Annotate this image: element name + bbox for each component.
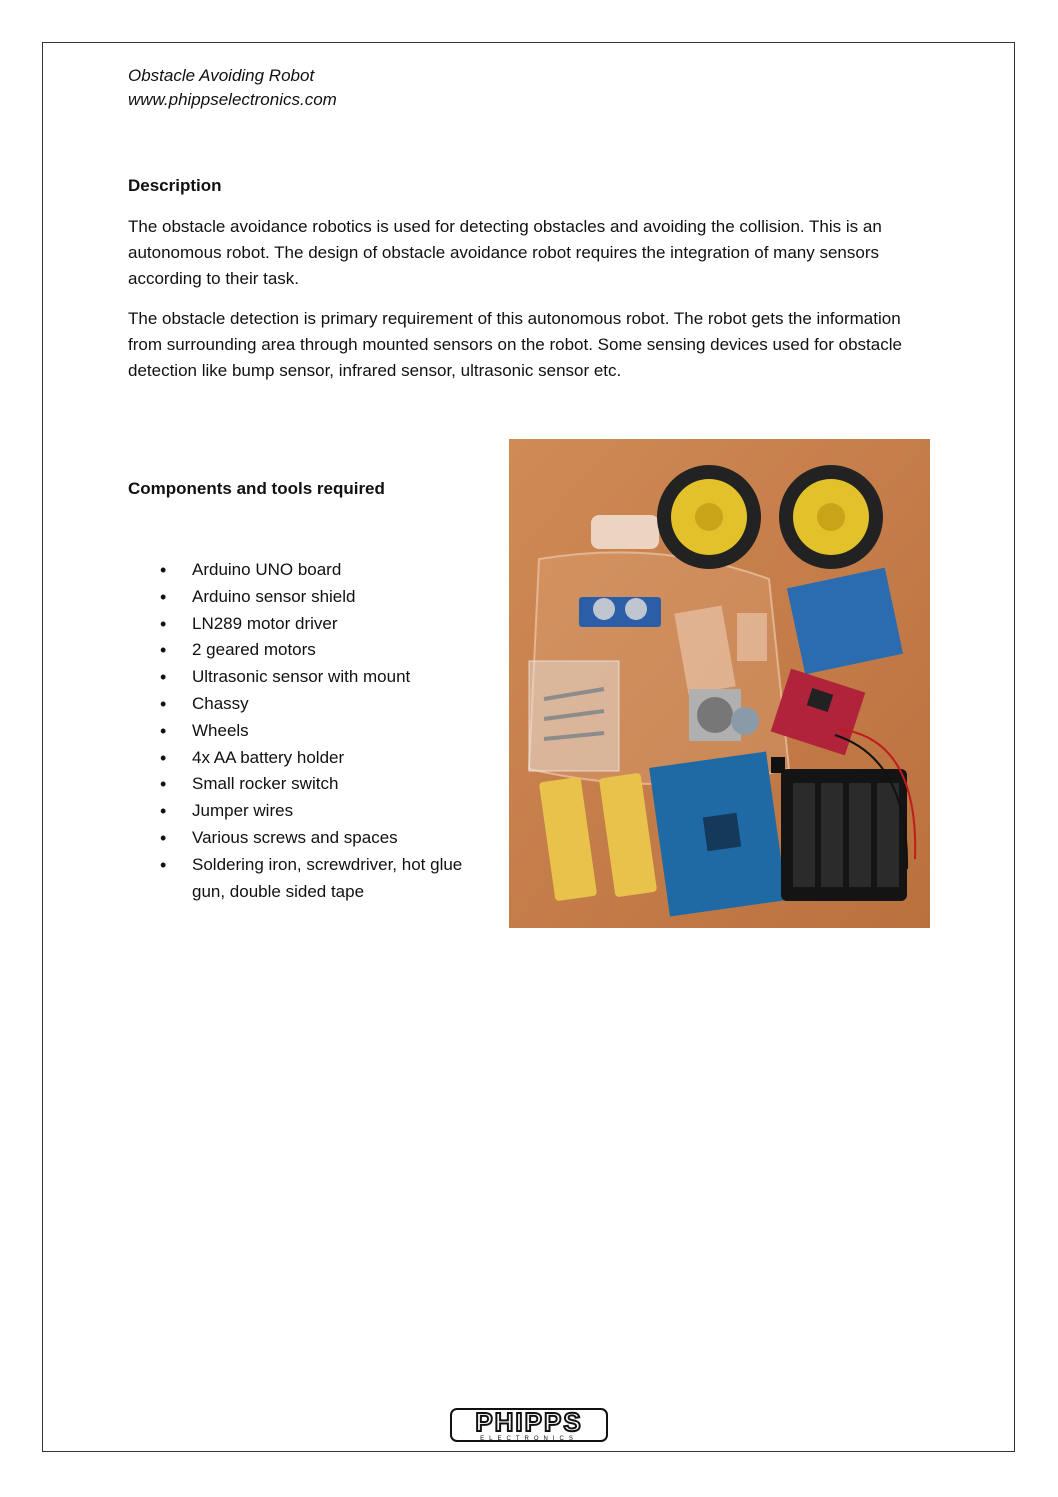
components-heading: Components and tools required — [128, 479, 385, 498]
wheel-right — [779, 465, 883, 569]
description-heading: Description — [128, 176, 222, 195]
list-item: • Ultrasonic sensor with mount — [160, 664, 490, 691]
list-item: • 4x AA battery holder — [160, 745, 490, 772]
website-url: www.phippselectronics.com — [128, 90, 337, 109]
document-header — [128, 64, 337, 112]
list-item: • LN289 motor driver — [160, 611, 490, 638]
logo-text: PHIPPS — [475, 1407, 583, 1437]
description-paragraph-2: The obstacle detection is primary requirement of this autonomous robot. The robot gets the information from surrounding area through mounted sensors on the robot. Some sensing devices used for obstacle detection like bump sensor, infrared sensor, ultrasonic sensor etc. — [128, 309, 902, 380]
list-item: • Various screws and spaces — [160, 825, 490, 852]
list-item: • Wheels — [160, 718, 490, 745]
list-item: • Chassy — [160, 691, 490, 718]
components-list — [160, 557, 490, 905]
list-item: • Soldering iron, screwdriver, hot glue gun, double sided tape — [160, 852, 490, 906]
list-item: • Jumper wires — [160, 798, 490, 825]
document-title: Obstacle Avoiding Robot — [128, 66, 315, 85]
logo-subtext: ELECTRONICS — [480, 1436, 578, 1442]
list-item: • Arduino UNO board — [160, 557, 490, 584]
list-item: • Arduino sensor shield — [160, 584, 490, 611]
wheel-left — [657, 465, 761, 569]
list-item: • Small rocker switch — [160, 771, 490, 798]
description-paragraph-1: The obstacle avoidance robotics is used for detecting obstacles and avoiding the collision. This is an autonomous robot. The design of obstacle avoidance robot requires the integration of many sensors according to their task. — [128, 217, 882, 288]
phipps-logo — [449, 1407, 609, 1443]
components-photo — [509, 439, 930, 928]
list-item: • 2 geared motors — [160, 637, 490, 664]
